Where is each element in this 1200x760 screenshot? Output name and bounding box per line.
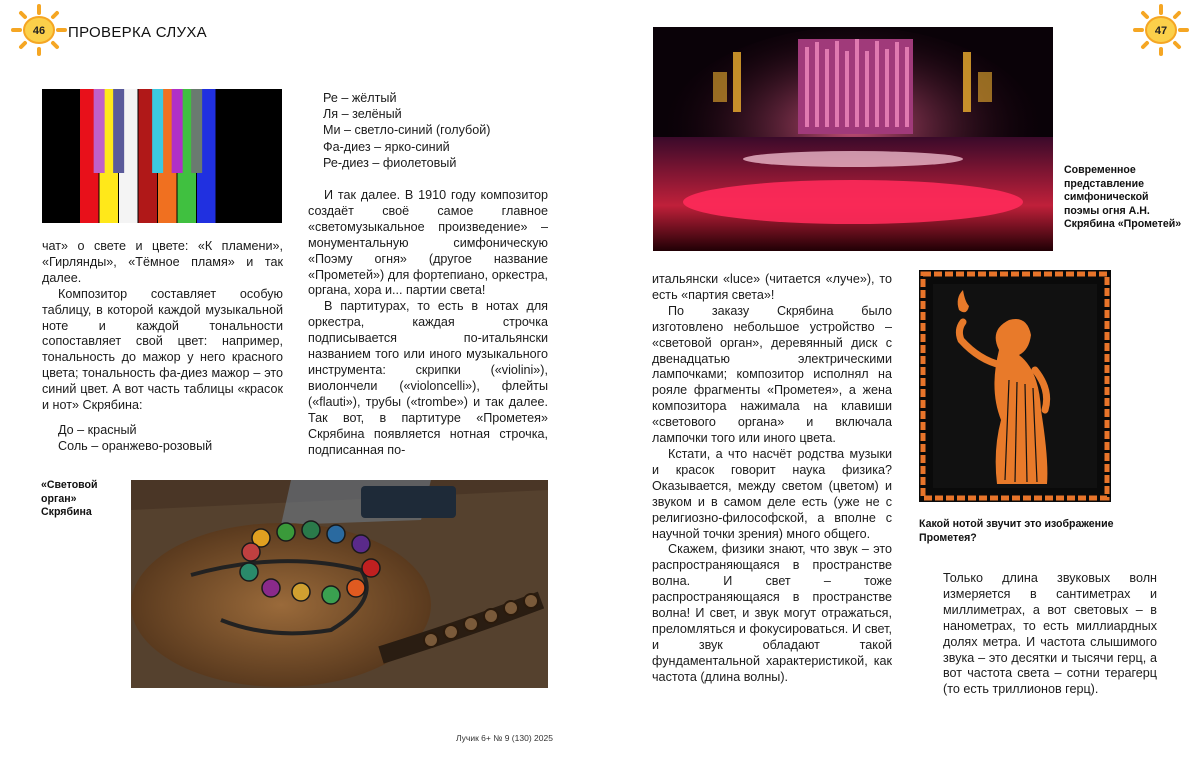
light-bulb bbox=[327, 525, 345, 543]
left-column bbox=[42, 239, 283, 414]
paragraph: Композитор составляет особую таблицу, в которой каждой музыкальной ноте и каждой тональности сопоставляет свой цвет: например, тональность до мажор у него красного цвета; тональность фа-диез мажор – это синий цвет. А вот часть таблицы «красок и нот» Скрябина: bbox=[42, 286, 283, 413]
light-bulb bbox=[262, 579, 280, 597]
concert-photo bbox=[653, 27, 1053, 251]
paragraph: По заказу Скрябина было изготовлено небольшое устройство – «световой орган», деревянный диск с двенадцатью электрическими лампочками; композитор исполнял на рояле фрагменты «Прометея», а жена композитора нажимала на клавиши «светового органа» и включала лампочки того или иного цвета. bbox=[652, 303, 892, 446]
list-item: Фа-диез – ярко-синий bbox=[323, 139, 450, 154]
list-item: До – красный bbox=[58, 423, 137, 437]
list-item: Ля – зелёный bbox=[323, 107, 402, 122]
piano-black-key bbox=[191, 89, 202, 173]
light-bulb bbox=[277, 523, 295, 541]
section-title: ПРОВЕРКА СЛУХА bbox=[68, 24, 207, 41]
footer-issue: Лучик 6+ № 9 (130) 2025 bbox=[456, 733, 553, 743]
right-center-column bbox=[652, 272, 892, 686]
piano-black-key bbox=[113, 89, 124, 173]
piano-black-key bbox=[152, 89, 163, 173]
light-organ-photo bbox=[131, 480, 548, 688]
light-bulb bbox=[352, 535, 370, 553]
light-bulb bbox=[322, 586, 340, 604]
paragraph: И так далее. В 1910 году композитор создаёт своё самое главное «светомузыкальное произведение» – монументальную симфоническую «Поэму огня» (другое название «Прометей») для фортепиано, оркестра, органа, хора и... партии света! bbox=[308, 188, 548, 298]
list-item: Соль – оранжево-розовый bbox=[58, 439, 213, 454]
page-number-left: 46 bbox=[32, 25, 46, 37]
light-bulb bbox=[240, 563, 258, 581]
paragraph: итальянски «luce» (читается «луче»), то есть «партия света»! bbox=[652, 272, 892, 302]
light-bulb bbox=[362, 559, 380, 577]
piano-black-key bbox=[172, 89, 183, 173]
concert-caption: Современное представление симфонической поэмы огня А.Н. Скрябина «Прометей» bbox=[1064, 164, 1182, 231]
middle-column bbox=[308, 188, 548, 458]
light-bulb bbox=[347, 579, 365, 597]
color-piano-keys-image bbox=[42, 89, 282, 223]
paragraph: Кстати, а что насчёт родства музыки и красок говорит наука физика? Оказывается, между светом (цветом) и звуком и в самом деле есть (уже не с религиозно-философской, а вполне с научной точки зрения) много общего. bbox=[652, 446, 892, 541]
color-note-list-left bbox=[58, 422, 288, 454]
list-item: Ми – светло-синий (голубой) bbox=[323, 123, 491, 138]
organ-caption: «Световой орган» Скрябина bbox=[41, 479, 98, 519]
light-bulb bbox=[292, 583, 310, 601]
paragraph: чат» о свете и цвете: «К пламени», «Гирлянды», «Тёмное пламя» и так далее. bbox=[42, 239, 283, 285]
paragraph: Скажем, физики знают, что звук – это распространяющаяся в пространстве волна. И свет – тоже распространяющаяся в пространстве волна! И свет, и звук могут отражаться, преломляться и фокусироваться. И свет, и звук обладают такой фундаментальной характеристикой, как частота (длина волны). bbox=[652, 542, 892, 684]
light-bulb bbox=[302, 521, 320, 539]
prometheus-caption: Какой нотой звучит это изображение Прометея? bbox=[919, 518, 1114, 544]
color-note-list-middle bbox=[323, 90, 548, 171]
piano-black-key bbox=[94, 89, 105, 173]
paragraph: Только длина звуковых волн измеряется в сантиметрах и миллиметрах, а вот световых – в нанометрах, то есть миллиардных долях метра. И частота слышимого звука – это десятки и тысячи герц, а вот частота света – сотни терагерц (то есть триллионов герц). bbox=[943, 571, 1157, 697]
paragraph: В партитурах, то есть в нотах для оркестра, каждая строчка подписывается по-итальянски названием того или иного музыкального инструмента: скрипки («violini»), виолончели («violoncelli»), флейты («flauti»), трубы («trombe») и так далее. Так вот, в партитуре «Прометея» Скрябина появляется нотная строчка, подписанная по- bbox=[308, 299, 548, 457]
list-item: Ре-диез – фиолетовый bbox=[323, 155, 457, 170]
light-bulb bbox=[242, 543, 260, 561]
list-item: Ре – жёлтый bbox=[323, 91, 397, 105]
page-number-right: 47 bbox=[1154, 25, 1168, 37]
right-column bbox=[943, 571, 1157, 698]
prometheus-image bbox=[919, 270, 1111, 502]
